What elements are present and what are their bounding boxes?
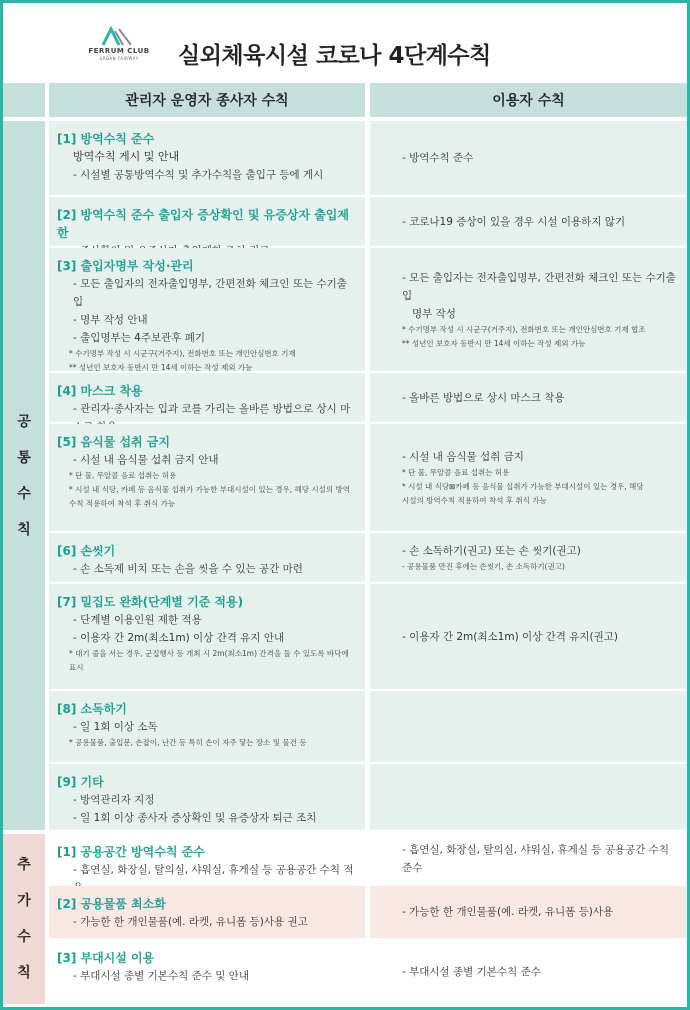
rule-user-cell [370, 834, 687, 884]
user-rule-line: - 흡연실, 화장실, 탈의실, 샤워실, 휴게실 등 공용공간 수칙 준수 [402, 844, 669, 874]
side-char: 수 [17, 929, 31, 945]
rule-title: [1] 공용공간 방역수칙 준수 [57, 845, 205, 859]
rule-manager-cell [49, 373, 365, 422]
rule-manager-cell [49, 691, 365, 762]
rule-title: [3] 출입자명부 작성·관리 [57, 259, 194, 273]
rule-user-cell [370, 886, 687, 938]
rule-user-cell [370, 940, 687, 1004]
rule-line: - 단계별 이용인원 제한 적용 [73, 614, 202, 626]
rule-line: - 방역관리자 지정 [73, 794, 155, 806]
user-rule-note: * 수기명부 작성 시 시군구(거주지), 전화번호 또는 개인안심번호 기재 협조 [402, 324, 646, 334]
side-label-common [3, 121, 45, 830]
rule-note: ** 성년인 보호자 동반시 만 14세 이하는 작성 제외 가능 [69, 363, 253, 372]
rule-user-cell [370, 584, 687, 689]
column-header-manager: 관리자 운영자 종사자 수칙 [49, 83, 365, 117]
rule-title: [2] 공용물품 최소화 [57, 897, 166, 911]
rule-line: - 출입명부는 4주보관후 폐기 [73, 332, 206, 344]
rule-line: - 이용자 간 2m(최소1m) 이상 간격 유지 안내 [73, 632, 285, 644]
rule-user-cell [370, 121, 687, 195]
rule-title: [9] 기타 [57, 775, 104, 789]
rule-line: - 관리자·종사자는 입과 코를 가리는 올바른 방법으로 상시 마 [73, 403, 351, 415]
side-char: 수 [17, 485, 31, 502]
ferrum-club-logo [79, 25, 159, 71]
user-rule-line: - 올바른 방법으로 상시 마스크 착용 [402, 391, 565, 404]
column-header-user: 이용자 수칙 [370, 83, 687, 117]
rule-manager-cell [49, 940, 365, 1004]
rule-title: [4] 마스크 착용 [57, 384, 143, 398]
rule-note: * 시설 내 식당, 카페 등 음식물 섭취가 가능한 부대시설이 있는 경우, 해당 시설의 방역 [69, 485, 350, 494]
side-char: 가 [17, 893, 31, 909]
rule-line: - 일 1회 이상 소독 [73, 721, 158, 733]
rule-line: - 일 1회 이상 종사자 증상확인 및 유증상자 퇴근 조치 [73, 812, 317, 824]
rule-manager-cell [49, 834, 365, 884]
user-rule-note: * 시설 내 식당⊠카페 등 음식물 섭취가 가능한 부대시설이 있는 경우, 해당 [402, 481, 644, 491]
side-char: 칙 [17, 521, 31, 538]
rule-user-cell [370, 373, 687, 422]
rule-title: [7] 밀집도 완화(단계별 기준 적용) [57, 595, 244, 609]
rule-line: - 흡연실, 화장실, 탈의실, 샤워실, 휴게실 등 공용공간 수칙 적 [73, 864, 354, 876]
rule-user-cell [370, 424, 687, 531]
rule-title: [8] 소독하기 [57, 702, 127, 716]
user-rule-line: - 코로나19 증상이 있을 경우 시설 이용하지 않기 [402, 215, 626, 228]
rule-manager-cell [49, 248, 365, 371]
user-rule-line: - 손 소독하기(권고) 또는 손 씻기(권고) [402, 544, 581, 557]
rule-title: [6] 손씻기 [57, 544, 116, 558]
logo-name: FERRUM CLUB [88, 47, 150, 55]
rule-note: * 단 물, 무알콜 음료 섭취는 허용 [69, 471, 177, 480]
rule-title: [3] 부대시설 이용 [57, 951, 155, 965]
rule-note: * 공용물품, 출입문, 손잡이, 난간 등 특히 손이 자주 닿는 장소 및 물건 등 [69, 738, 307, 747]
side-label-extra [3, 834, 45, 1004]
logo-mark-icon [89, 25, 149, 47]
rule-manager-cell [49, 121, 365, 195]
user-rule-line: - 시설 내 음식물 섭취 금지 [402, 450, 524, 463]
user-rule-line: - 이용자 간 2m(최소1m) 이상 간격 유지(권고) [402, 630, 619, 643]
rule-note: 표시 [69, 663, 84, 672]
rule-line: - 시설 내 음식물 섭취 금지 안내 [73, 454, 219, 466]
rule-line: - 명부 작성 안내 [73, 314, 148, 326]
user-rule-line: - 모든 출입자는 전자출입명부, 간편전화 체크인 또는 수기출입 [402, 271, 676, 302]
rule-user-cell [370, 533, 687, 582]
side-char: 공 [17, 413, 31, 430]
header [3, 3, 687, 83]
side-char: 통 [17, 449, 31, 466]
rule-manager-cell [49, 533, 365, 582]
rule-line: - 모든 출입자의 전자출입명부, 간편전화 체크인 또는 수기출입 [73, 278, 347, 308]
rule-note: 수칙 적용하여 착석 후 취식 가능 [69, 499, 176, 508]
rule-title: [5] 음식물 섭취 금지 [57, 435, 170, 449]
rule-manager-cell [49, 197, 365, 246]
rule-manager-cell [49, 424, 365, 531]
rule-user-cell [370, 248, 687, 371]
rule-user-cell [370, 691, 687, 762]
rule-line: - 가능한 한 개인물품(예. 라켓, 유니폼 등)사용 권고 [73, 916, 308, 928]
rule-line: - 손 소독제 비치 또는 손을 씻을 수 있는 공간 마련 [73, 563, 303, 575]
page-title: 실외체육시설 코로나 4단계수칙 [178, 43, 491, 69]
rule-note: * 대기 줄을 서는 경우, 군집행사 등 개최 시 2m(최소1m) 간격을 둘 수 있도록 바닥에 [69, 649, 349, 658]
user-rule-line: - 부대시설 종별 기본수칙 준수 [402, 966, 541, 978]
user-rule-note: * 단 물, 무알콜 음료 섭취는 허용 [402, 467, 510, 477]
user-rule-note: ** 성년인 보호자 동반시 만 14세 이하는 작성 제외 가능 [402, 338, 586, 348]
rule-manager-cell [49, 886, 365, 938]
side-char: 추 [17, 857, 31, 873]
user-rule-line: 명부 작성 [412, 307, 456, 320]
rule-title: [1] 방역수칙 준수 [57, 132, 155, 146]
rule-user-cell [370, 764, 687, 830]
user-rule-line: - 방역수칙 준수 [402, 152, 474, 164]
rule-line: - 시설별 공통방역수칙 및 추가수칙을 출입구 등에 게시 [73, 169, 324, 181]
logo-subtitle: URBAN FAIRWAY [99, 56, 139, 61]
side-char: 칙 [17, 965, 31, 981]
rule-line: - 부대시설 종별 기본수칙 준수 및 안내 [73, 970, 249, 982]
rule-manager-cell [49, 764, 365, 830]
rule-user-cell [370, 197, 687, 246]
rule-manager-cell [49, 584, 365, 689]
rule-title: [2] 방역수칙 준수 출입자 증상확인 및 유증상자 출입제한 [57, 208, 349, 240]
user-rule-note: 시설의 방역수칙 적용하여 착석 후 취식 가능 [402, 495, 547, 505]
user-rule-line: - 가능한 한 개인물품(예. 라켓, 유니폼 등)사용 [402, 906, 614, 918]
user-rule-note: - 공용물품 만진 후에는 손씻기, 손 소독하기(권고) [402, 561, 565, 571]
corner-cell [3, 83, 45, 117]
rule-note: * 수기명부 작성 시 시군구(거주지), 전화번호 또는 개인안심번호 기재 [69, 349, 296, 358]
rule-line: 방역수칙 게시 및 안내 [73, 150, 180, 163]
